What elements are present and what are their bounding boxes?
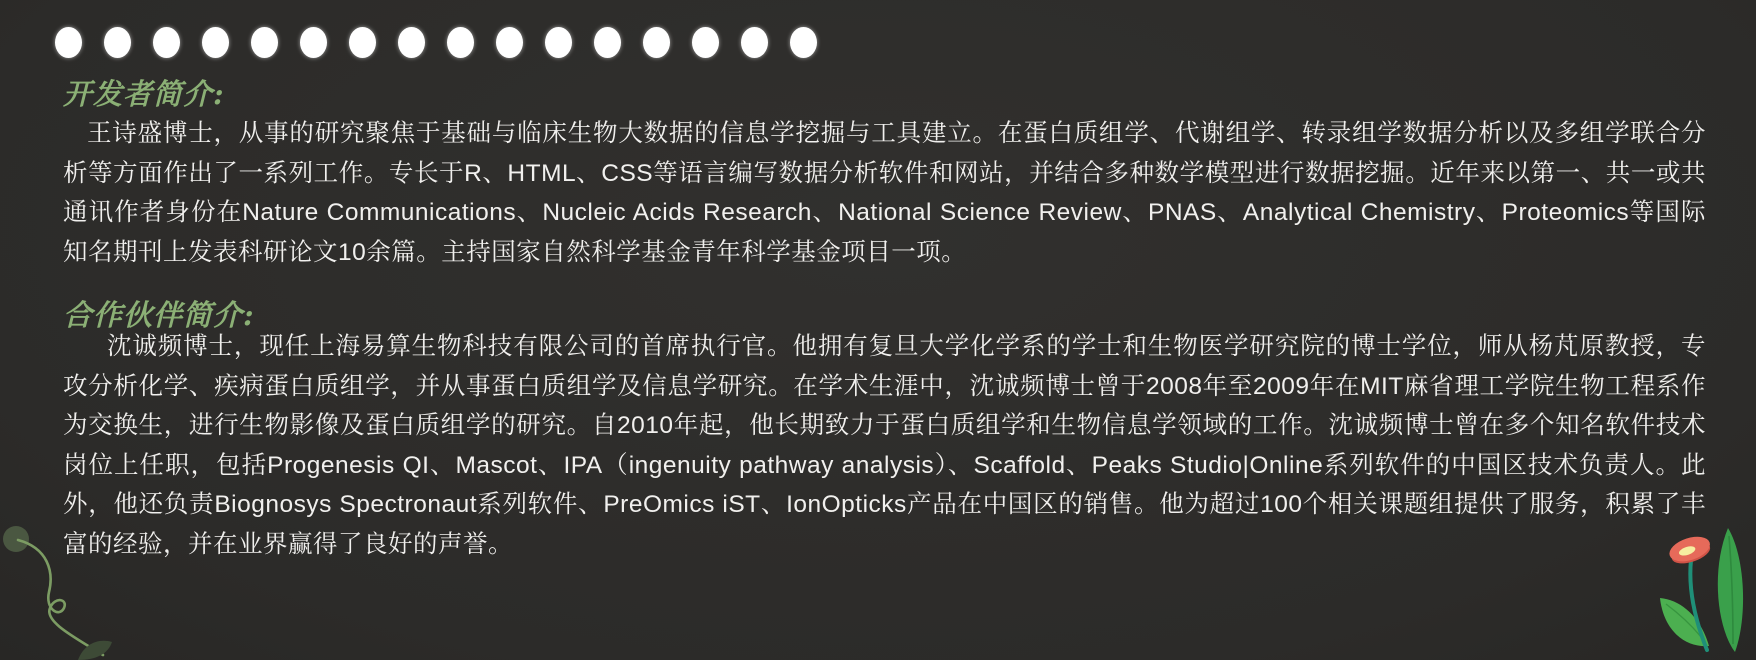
binder-dot xyxy=(741,27,768,58)
vine-stem-icon xyxy=(18,540,103,655)
flower-decoration xyxy=(1624,478,1756,660)
binder-dot xyxy=(251,27,278,58)
binder-dot xyxy=(643,27,670,58)
binder-dot xyxy=(692,27,719,58)
binder-dot xyxy=(496,27,523,58)
binder-dot xyxy=(202,27,229,58)
developer-section-heading: 开发者简介: xyxy=(63,77,225,111)
binder-dot xyxy=(545,27,572,58)
binder-dot xyxy=(594,27,621,58)
binder-dot xyxy=(790,27,817,58)
vine-bud-icon xyxy=(3,526,29,552)
partner-bio-paragraph: 沈诚频博士，现任上海易算生物科技有限公司的首席执行官。他拥有复旦大学化学系的学士和生物医学研究院的博士学位，师从杨芃原教授，专攻分析化学、疾病蛋白质组学，并从事蛋白质组学及信息学研究。在学术生涯中，沈诚频博士曾于2008年至2009年在MIT麻省理工学院生物工程系作为交换生，进行生物影像及蛋白质组学的研究。自2010年起，他长期致力于蛋白质组学和生物信息学领域的工作。沈诚频博士曾在多个知名软件技术岗位上任职，包括Progenesis QI、Mascot、IPA（ingenuity pathway analysis）、Scaffold、Peaks Studio|Online系列软件的中国区技术负责人。此外，他还负责Biognosys Spectronaut系列软件、PreOmics iST、IonOpticks产品在中国区的销售。他为超过100个相关课题组提供了服务，积累了丰富的经验，并在业界赢得了良好的声誉。 xyxy=(63,333,1706,558)
developer-bio-paragraph: 王诗盛博士，从事的研究聚焦于基础与临床生物大数据的信息学挖掘与工具建立。在蛋白质组学、代谢组学、转录组学数据分析以及多组学联合分析等方面作出了一系列工作。专长于R、HTML、CSS等语言编写数据分析软件和网站，并结合多种数学模型进行数据挖掘。近年来以第一、共一或共通讯作者身份在Nature Communications、Nucleic Acids Research、National Science Review、PNAS、Analytical Chemistry、Proteomics等国际知名期刊上发表科研论文10余篇。主持国家自然科学基金青年科学基金项目一项。 xyxy=(63,120,1706,266)
binder-dot xyxy=(447,27,474,58)
partner-section-heading: 合作伙伴简介: xyxy=(63,298,255,332)
binder-dot xyxy=(398,27,425,58)
binder-dot xyxy=(55,27,82,58)
vine-decoration xyxy=(0,492,150,660)
binder-dots xyxy=(55,27,839,58)
binder-dot xyxy=(300,27,327,58)
binder-dot xyxy=(104,27,131,58)
binder-dot xyxy=(153,27,180,58)
binder-dot xyxy=(349,27,376,58)
